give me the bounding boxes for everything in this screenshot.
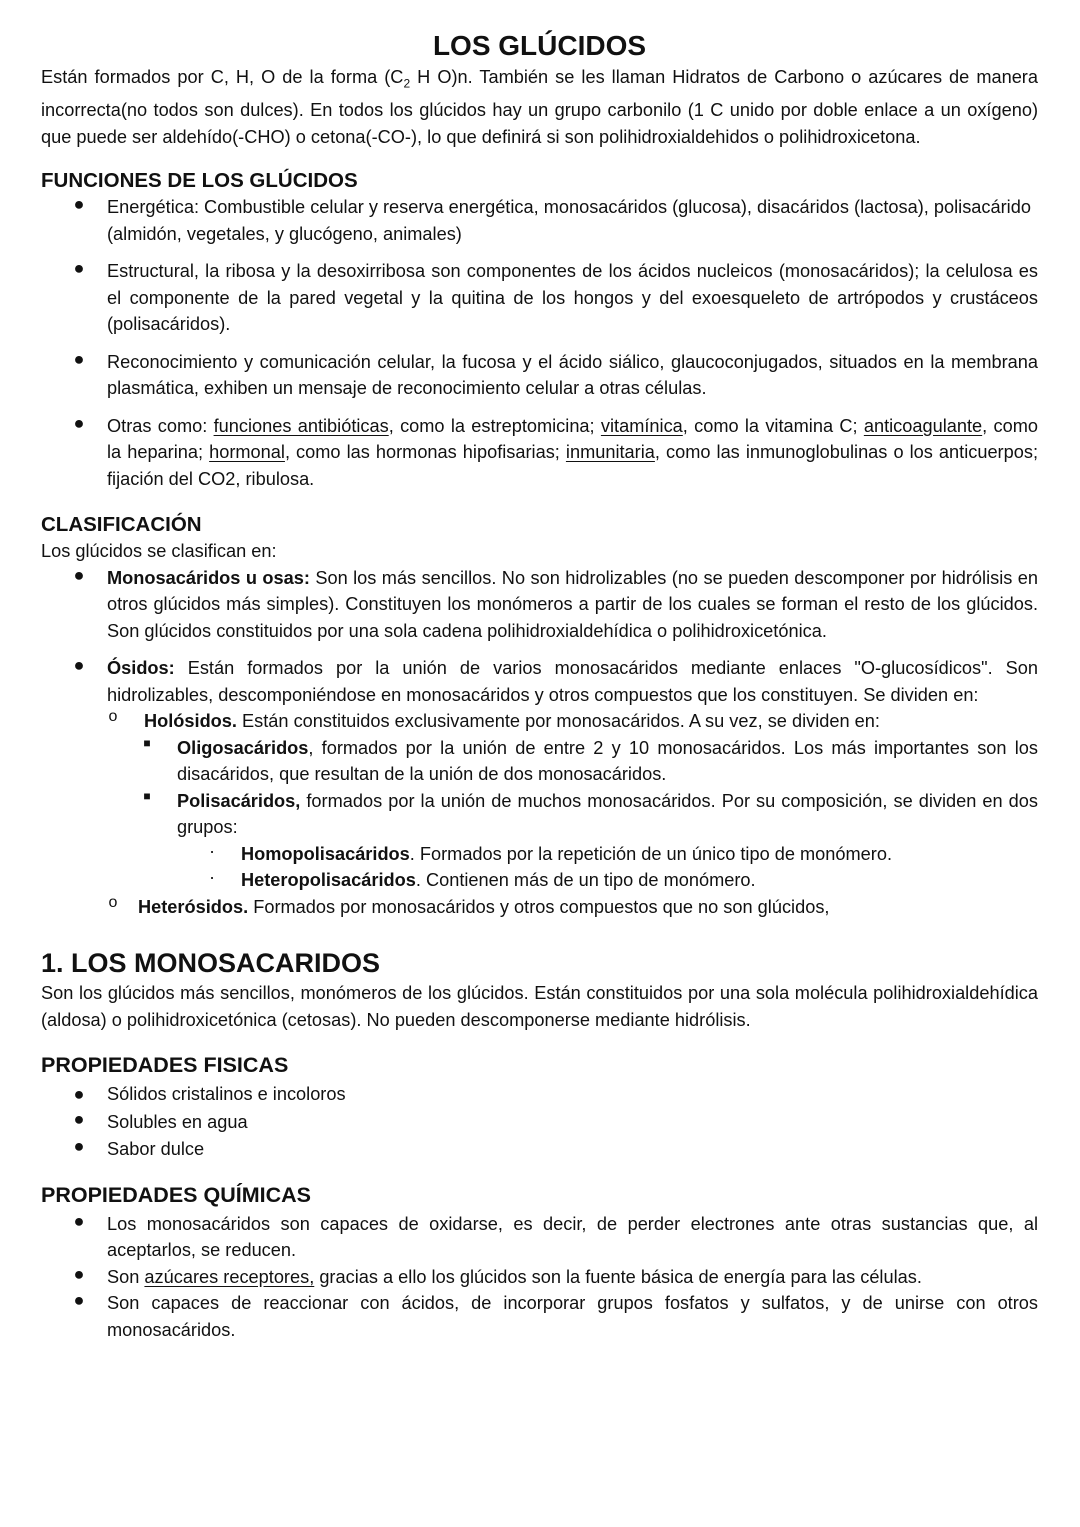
osidos-item (107, 655, 1038, 708)
funcion-estructural: Estructural, la ribosa y la desoxirribosa son componentes de los ácidos nucleicos (monosacáridos); la celulosa es el componente de la pared vegetal y la quitina de los hongos y del exoesqueleto de artrópodos y crustáceos (polisacáridos). (107, 261, 1038, 335)
fisica-item: Solubles en agua (107, 1111, 248, 1132)
otras-text: , como la heparina; (107, 415, 1038, 463)
heterosidos-item (138, 894, 1038, 921)
otras-underlined: anticoagulante (863, 415, 983, 436)
intro-subscript: 2 (403, 76, 411, 91)
oligosacaridos-item (177, 735, 1038, 788)
term-label: Ósidos: (107, 658, 175, 679)
list-item (41, 413, 1038, 493)
bullet-icon: ● (73, 1108, 85, 1129)
otras-text: , como las hormonas hipofisarias; (284, 442, 566, 463)
circle-bullet-icon: o (108, 708, 118, 726)
list-item (41, 258, 1038, 338)
homopolisacaridos-item (241, 841, 1038, 868)
bullet-icon: ● (73, 1263, 85, 1284)
bullet-icon: ● (73, 1290, 85, 1311)
list-item (41, 1290, 1038, 1343)
holosidos-item (144, 708, 1038, 735)
polisacaridos-item (177, 788, 1038, 841)
square-bullet-icon: ■ (143, 735, 151, 750)
funciones-list (41, 194, 1038, 492)
clasificacion-list (41, 565, 1038, 921)
heteropolisacaridos-item (241, 867, 1038, 894)
list-item (41, 1264, 1038, 1291)
bullet-icon: ● (73, 564, 85, 585)
funcion-otras (107, 413, 1038, 493)
clasificacion-lead: Los glúcidos se clasifican en: (41, 541, 277, 562)
circle-bullet-icon: o (108, 893, 118, 911)
term-label: Homopolisacáridos (241, 843, 410, 864)
otras-text: Otras como: (107, 415, 214, 436)
bullet-icon: ● (73, 1084, 85, 1105)
term-label: Monosacáridos u osas: (107, 567, 310, 588)
list-item (41, 1109, 1038, 1137)
list-item (41, 708, 1038, 735)
square-bullet-icon: ■ (143, 788, 151, 803)
quimica-underlined: azúcares receptores, (144, 1266, 315, 1287)
list-item (41, 735, 1038, 788)
list-item (41, 841, 1038, 868)
otras-text: , como la vitamina C; (682, 415, 864, 436)
list-item (41, 194, 1038, 247)
fisicas-heading: PROPIEDADES FISICAS (41, 1053, 289, 1078)
bullet-icon: ● (73, 194, 85, 215)
document-page (41, 28, 1038, 1343)
list-item (41, 349, 1038, 402)
term-text: Son los más sencillos. No son hidrolizables (no se pueden descomponer por hidrólisis en otros glúcidos más simples). Constituyen los monómeros a partir de los cuales se forman el resto de los glúcidos. Son glúcidos constituidos por una sola cadena polihidroxialdehídica o polihidroxicetónica. (107, 567, 1038, 641)
quimica-item (107, 1264, 1038, 1291)
funcion-energetica: Energética: Combustible celular y reserva energética, monosacáridos (glucosa), disacáridos (lactosa), polisacárido (almidón, vegetales, y glucógeno, animales) (107, 197, 1031, 244)
quimica-text: Son (107, 1266, 145, 1287)
bullet-icon: ● (73, 655, 85, 676)
term-label: Heteropolisacáridos (241, 870, 416, 891)
bullet-icon: ● (73, 1210, 85, 1231)
otras-text: , como las inmunoglobulinas o los anticuerpos; fijación del CO2, ribulosa. (107, 442, 1038, 489)
otras-underlined: funciones antibióticas (213, 415, 389, 436)
intro-paragraph (41, 64, 1038, 150)
funciones-heading: FUNCIONES DE LOS GLÚCIDOS (41, 169, 358, 193)
monosacaridos-item (107, 565, 1038, 645)
term-label: Polisacáridos, (177, 790, 301, 811)
intro-text-a: Están formados por C, H, O de la forma (C (41, 67, 404, 87)
dot-bullet-icon: · (208, 867, 216, 888)
bullet-icon: ● (73, 1136, 85, 1157)
funcion-reconocimiento: Reconocimiento y comunicación celular, la fucosa y el ácido siálico, glaucoconjugados, situados en la membrana plasmática, exhiben un mensaje de reconocimiento celular a otras células. (107, 351, 1038, 399)
otras-underlined: inmunitaria (565, 442, 655, 463)
list-item (41, 1081, 1038, 1109)
term-label: Holósidos. (144, 711, 237, 732)
list-item (41, 565, 1038, 645)
clasificacion-heading: CLASIFICACIÓN (41, 513, 202, 537)
term-text: Están formados por la unión de varios monosacáridos mediante enlaces "O-glucosídicos". Son hidrolizables, descomponiéndose en monosacáridos y otros compuestos que los constituyen. Se dividen en: (107, 658, 1038, 705)
term-text: Formados por monosacáridos y otros compuestos que no son glúcidos, (248, 896, 830, 917)
page-title: LOS GLÚCIDOS (432, 30, 647, 61)
term-text: . Contienen más de un tipo de monómero. (415, 870, 756, 891)
term-text: , formados por la unión de entre 2 y 10 monosacáridos. Los más importantes son los disacáridos, que resultan de la unión de dos monosacáridos. (177, 737, 1038, 785)
list-item (41, 655, 1038, 708)
list-item (41, 867, 1038, 894)
quimica-item: Los monosacáridos son capaces de oxidarse, es decir, de perder electrones ante otras sustancias que, al aceptarlos, se reducen. (107, 1213, 1038, 1261)
quimicas-heading: PROPIEDADES QUÍMICAS (41, 1182, 311, 1207)
quimica-text: gracias a ello los glúcidos son la fuente básica de energía para las células. (314, 1266, 922, 1287)
monosacaridos-paragraph: Son los glúcidos más sencillos, monómeros de los glúcidos. Están constituidos por una sola molécula polihidroxialdehídica (aldosa) o polihidroxicetónica (cetosas). No pueden descomponerse mediante hidrólisis. (41, 983, 1038, 1030)
list-item (41, 1136, 1038, 1164)
otras-underlined: vitamínica (600, 415, 683, 436)
bullet-icon: ● (73, 258, 85, 279)
term-text: Están constituidos exclusivamente por monosacáridos. A su vez, se dividen en: (236, 711, 880, 732)
list-item (41, 788, 1038, 841)
intro-text-b: H O)n. También se les llaman Hidratos de Carbono o azúcares de manera incorrecta(no todos son dulces). En todos los glúcidos hay un grupo carbonilo (1 C unido por doble enlace a un oxígeno) que puede ser aldehído(-CHO) o cetona(-CO-), lo que definirá si son polihidroxialdehidos o polihidroxicetona. (41, 67, 1038, 147)
otras-underlined: hormonal (209, 442, 285, 463)
monosacaridos-heading: 1. LOS MONOSACARIDOS (41, 948, 381, 979)
fisicas-list (41, 1081, 1038, 1164)
term-text: . Formados por la repetición de un único tipo de monómero. (409, 843, 893, 864)
dot-bullet-icon: · (208, 840, 216, 861)
term-text: formados por la unión de muchos monosacáridos. Por su composición, se dividen en dos grupos: (177, 790, 1038, 838)
bullet-icon: ● (73, 348, 85, 369)
bullet-icon: ● (73, 412, 85, 433)
fisica-item: Sabor dulce (107, 1139, 205, 1160)
quimica-item: Son capaces de reaccionar con ácidos, de incorporar grupos fosfatos y sulfatos, y de unirse con otros monosacáridos. (107, 1293, 1038, 1340)
otras-text: , como la estreptomicina; (388, 415, 601, 436)
fisica-item: Sólidos cristalinos e incoloros (107, 1084, 346, 1105)
term-label: Oligosacáridos (177, 737, 309, 758)
quimicas-list (41, 1211, 1038, 1344)
list-item (41, 894, 1038, 921)
term-label: Heterósidos. (138, 896, 249, 917)
list-item (41, 1211, 1038, 1264)
